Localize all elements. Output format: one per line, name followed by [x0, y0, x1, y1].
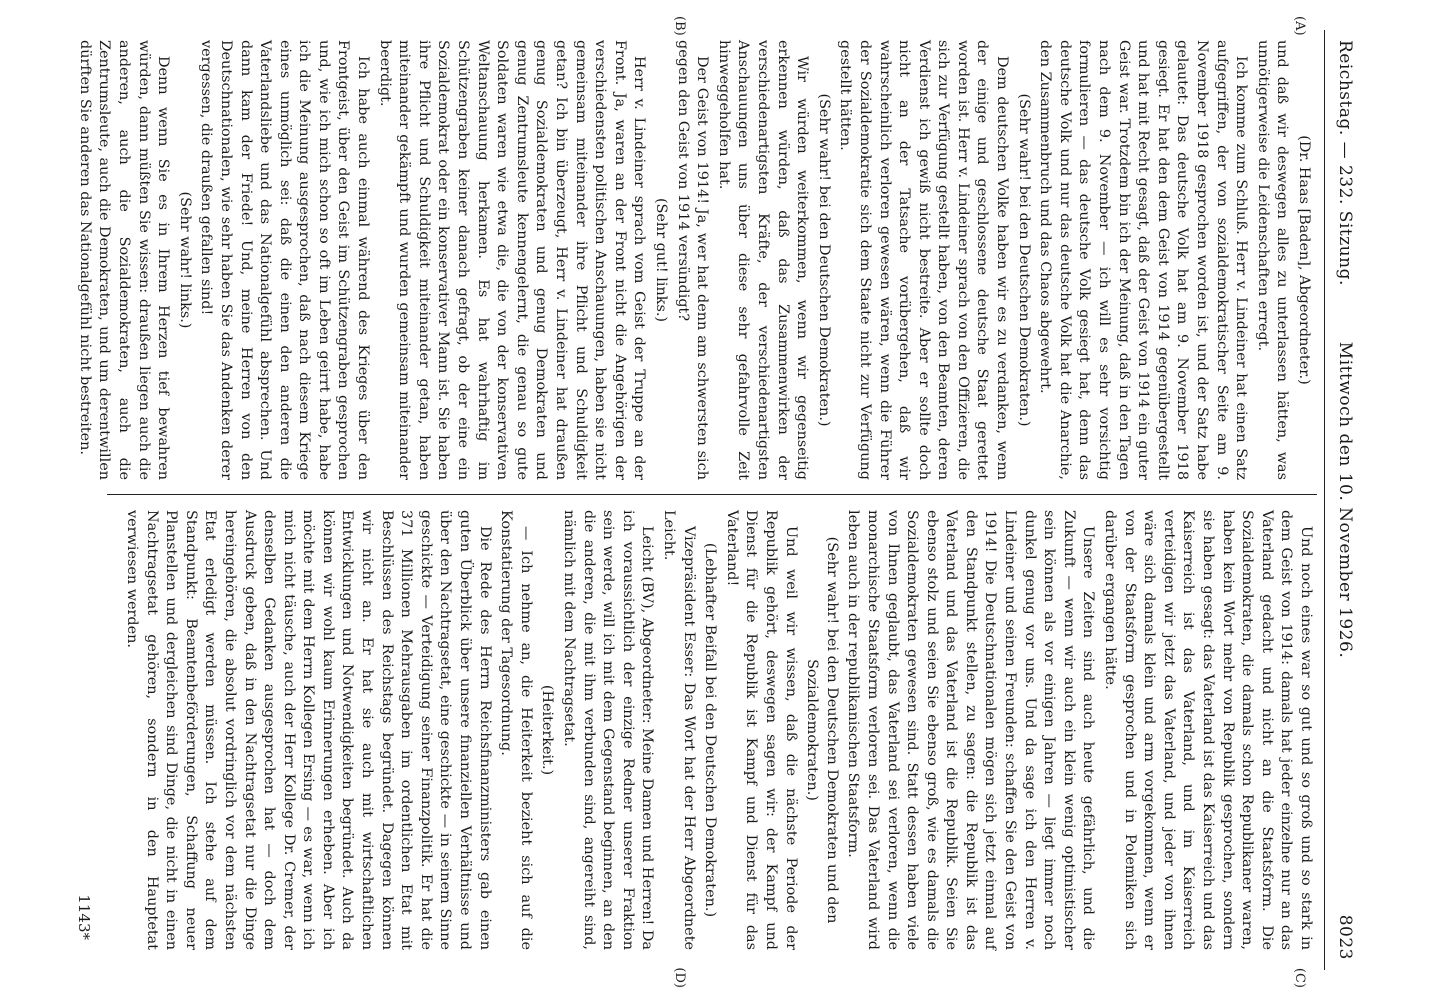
footer-page-mark: 1143*	[75, 894, 93, 940]
margin-letter-c: (C)	[1292, 967, 1307, 988]
margin-letter-a: (A)	[1292, 16, 1307, 36]
paragraph: Der Geist von 1914! Ja, wer hat denn am schwersten sich gegen den Geist von 1914 versündigt?	[674, 40, 711, 480]
interjection: (Sehr wahr! bei den Deutschen Demokraten.)	[815, 93, 832, 427]
header-rule	[1324, 30, 1325, 970]
paragraph: Leicht (BV), Abgeordneter: Meine Damen und Herren! Da ich voraussichtlich der einzige Redner unserer Fraktion sein werde, will ich mit dem Gegenstand beginnen, an den die anderen, die mit ihm verbunden sind, angereiht sind, nämlich mit dem Nachtragsetat.	[561, 510, 656, 950]
page-number: 8023	[1335, 914, 1355, 960]
interjection: (Lebhafter Beifall bei den Deutschen Demokraten.)	[702, 542, 719, 918]
paragraph: Dem deutschen Volke haben wir es zu verdanken, wenn der einige und geschlossene deutsche Staat gerettet worden ist. Herr v. Lindeiner sprach von den Offizieren, die sich zur Verfügung gestellt haben, von den Beamten, deren Verdienst ich gewiß nicht bestreite. Aber er sollte doch nicht an der Tatsache vorübergehen, daß wir wahrscheinlich verloren gewesen wären, wenn die Führer der Sozialdemokratie sich dem Staate nicht zur Verfügung gestellt hätten.	[837, 40, 1011, 480]
paragraph: Ich habe auch einmal während des Krieges über den Frontgeist, über den Geist im Schützengraben gesprochen und, wie ich mich schon so oft im Leben geirrt habe, habe ich die Meinung ausgesprochen, daß nach diesem Kriege eines unmöglich sei: daß die einen den anderen die Vaterlandsliebe und das Nationalgefühl absprechen. Und dann kam der Friede! Und, meine Herren von den Deutschnationalen, wie sehr haben Sie das Andenken derer vergessen, die draußen gefallen sind!	[198, 40, 372, 480]
interjection: (Sehr wahr! links.)	[176, 191, 193, 329]
paragraph: Ich komme zum Schluß. Herr v. Lindeiner hat einen Satz aufgegriffen, der von sozialdemokratischer Seite am 9. November 1918 gesprochen worden ist, und der Satz habe gelautet: Das deutsche Volk hat am 9. November 1918 gesiegt. Er hat den dem Geist von 1914 gegenübergestellt und hat mit Recht gesagt, daß der Geist von 1914 ein guter Geist war. Trotzdem bin ich der Meinung, daß in den Tagen nach dem 9. November — ich will es sehr vorsichtig formulieren — das deutsche Volk gesiegt hat, denn das deutsche Volk und nur das deutsche Volk hat die Anarchie, den Zusammenbruch und das Chaos abgewehrt.	[1037, 40, 1250, 480]
paragraph: und daß wir deswegen alles zu unterlassen hätten, was unnötigerweise die Leidenschaften erregt.	[1254, 40, 1291, 480]
interjection: (Heiterkeit.)	[539, 684, 556, 776]
paragraph: Denn wenn Sie es in Ihrem Herzen tief bewahren würden, dann müßten Sie wissen: draußen liegen auch die anderen, auch die Sozialdemokraten, auch die Zentrumsleute, auch die Demokraten, und um derentwillen dürften Sie anderen das Nationalgefühl nicht bestreiten.	[76, 40, 172, 480]
paragraph: — Ich nehme an, die Heiterkeit bezieht sich auf die Konstatierung der Tagesordnung.	[498, 510, 534, 950]
right-column	[103, 510, 1315, 950]
header-left: Reichstag. — 232. Sitzung.	[1335, 40, 1355, 286]
paragraph: Unsere Zeiten sind auch heute gefährlich, und die Zukunft — wenn wir auch ein klein wenig optimistischer sein können als vor einigen Jahren — liegt immer noch dunkel genug vor uns. Und da sage ich den Herren v. Lindeiner und seinen Freunden: schaffen Sie den Geist von 1914! Die Deutschnationalen mögen sich jetzt einmal auf den Standpunkt stellen, zu sagen: die Republik ist das Vaterland und das Vaterland ist die Republik. Seien Sie ebenso stolz und seien Sie ebenso groß, wie es damals die Sozialdemokraten gewesen sind. Statt dessen haben viele von Ihnen geglaubt, das Vaterland sei verloren, wenn die monarchische Staatsform verloren sei. Das Vaterland wird leben auch in der republikanischen Staatsform.	[845, 510, 1097, 950]
paragraph: Wir würden weiterkommen, wenn wir gegenseitig erkennen würden, daß das Zusammenwirken der verschiedenartigsten Kräfte, der verschiedenartigsten Anschauungen uns über diese sehr gefahrvolle Zeit hinweggeholfen hat.	[715, 40, 811, 480]
margin-letter-b: (B)	[672, 16, 687, 36]
document-page	[67, 16, 1367, 988]
paragraph: Vizepräsident Esser: Das Wort hat der Herr Abgeordnete Leicht.	[661, 510, 697, 950]
header-center: Mittwoch den 10. November 1926.	[1335, 341, 1355, 659]
speaker-line: (Dr. Haas [Baden], Abgeordneter.)	[1296, 135, 1312, 385]
interjection: (Sehr wahr! bei den Deutschen Demokraten und den Sozialdemokraten.)	[804, 536, 840, 924]
left-column	[76, 40, 1315, 480]
margin-letter-d: (D)	[672, 967, 687, 988]
column-divider	[107, 494, 1317, 495]
page-header	[1331, 30, 1355, 970]
paragraph: Und noch eines war so gut und so groß und so stark in dem Geist von 1914: damals hat jeder einzelne nur an das Vaterland gedacht und nicht an die Staatsform. Die Sozialdemokraten, die damals schon Republikaner waren, haben kein Wort mehr von Republik gesprochen, sondern sie haben gesagt: das Vaterland ist das Kaiserreich und das Kaiserreich ist das Vaterland, und im Kaiserreich verteidigen wir jetzt das Vaterland, und jeder von ihnen wäre sich damals klein und arm vorgekommen, wenn er von der Staatsform gesprochen und in Polemiken sich darüber ergangen hätte.	[1102, 510, 1314, 950]
paragraph: Die Rede des Herrn Reichsfinanzministers gab einen guten Überblick über unsere finanziellen Verhältnisse und über den Nachtragsetat, eine geschickte — in seinem Sinne geschickte — Verteidigung seiner Finanzpolitik. Er hat die 371 Millionen Mehrausgaben im ordentlichen Etat mit Beschlüssen des Reichstags begründet. Dagegen können wir nicht an. Er hat sie auch mit wirtschaftlichen Entwicklungen und Notwendigkeiten begründet. Auch da können wir wohl kaum Erinnerungen erheben. Aber ich möchte mit dem Herrn Kollegen Ersing — es war, wenn ich mich nicht täusche, auch der Herr Kollege Dr. Cremer, der denselben Gedanken ausgesprochen hat — doch dem Ausdruck geben, daß in den Nachtragsetat nur die Dinge hereingehören, die absolut vordringlich vor dem nächsten Etat erledigt werden müssen. Ich stehe auf dem Standpunkt: Beamtenbeförderungen, Schaffung neuer Planstellen und dergleichen sind Dinge, die nicht in einen Nachtragsetat gehören, sondern in den Hauptetat verwiesen werden.	[123, 510, 493, 950]
interjection: (Sehr gut! links.)	[653, 197, 669, 323]
paragraph: Und weil wir wissen, daß die nächste Periode der Republik gehört, deswegen sagen wir: der Kampf und Dienst für die Republik ist Kampf und Dienst für das Vaterland!	[723, 510, 799, 950]
paragraph: Herr v. Lindeiner sprach vom Geist der Truppe an der Front. Ja, waren an der Front nicht die Angehörigen der verschiedensten politischen Anschauungen, haben sie nicht gemeinsam miteinander ihre Pflicht und Schuldigkeit getan? Ich bin überzeugt, Herr v. Lindeiner hat draußen genug Sozialdemokraten und genug Demokraten und genug Zentrumsleute kennengelernt, die genau so gute Soldaten waren wie etwa die, die von der konservativen Weltanschauung herkamen. Es hat wahrhaftig im Schützengraben keiner danach gefragt, ob der eine ein Sozialdemokrat oder ein konservativer Mann ist. Sie haben ihre Pflicht und Schuldigkeit miteinander getan, haben miteinander gekämpft und wurden gemeinsam miteinander beerdigt.	[376, 40, 648, 480]
interjection: (Sehr wahr! bei den Deutschen Demokraten.)	[1015, 93, 1032, 427]
